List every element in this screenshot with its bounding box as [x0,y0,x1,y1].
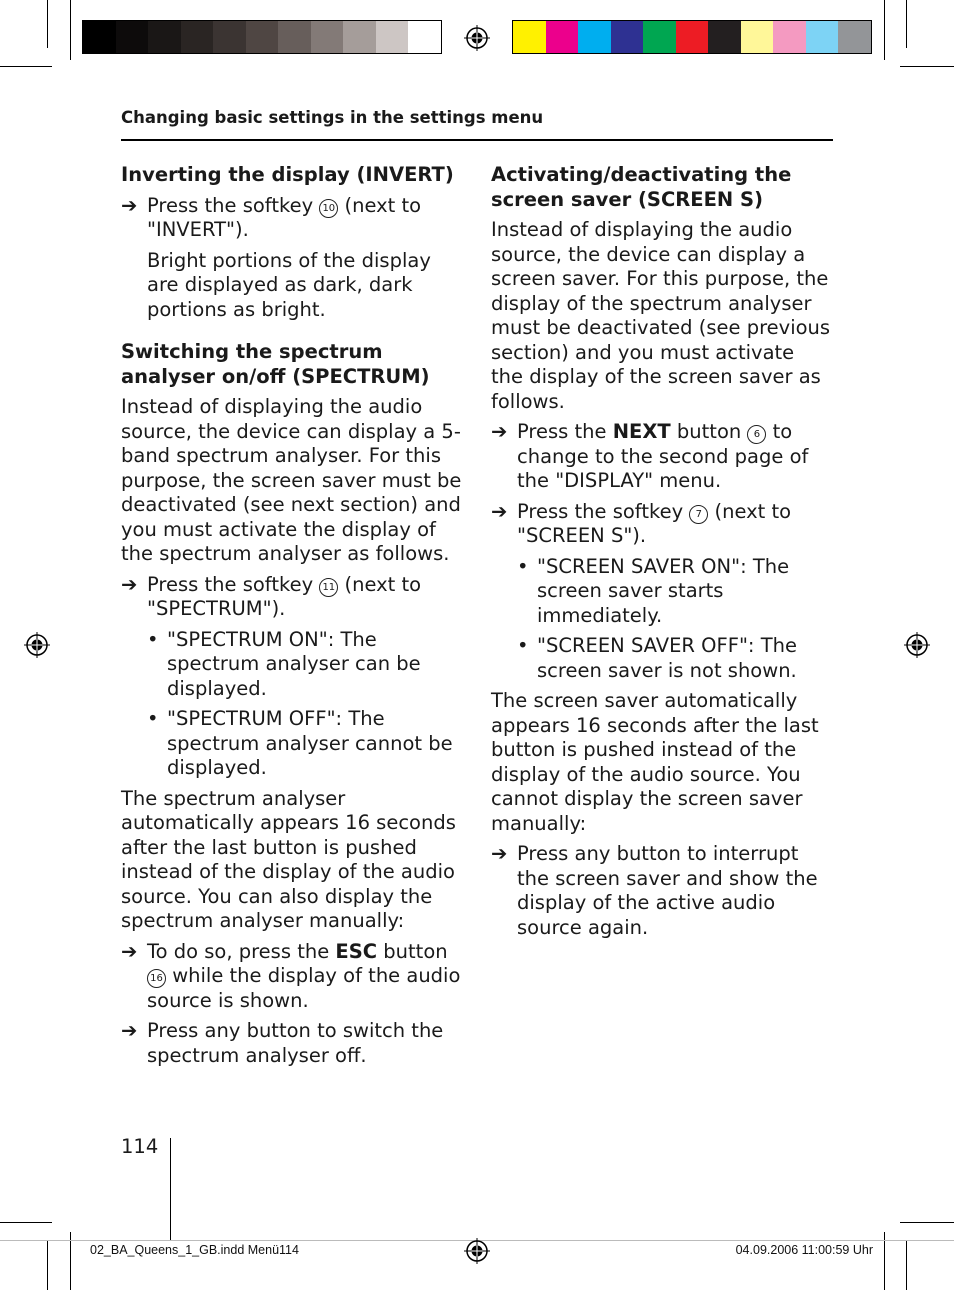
color-swatch [311,21,344,53]
color-swatch [643,21,676,53]
left-column [121,163,466,1068]
softkey-number-badge: 10 [319,199,338,218]
color-swatch [838,21,871,53]
bullet-item: • "SPECTRUM ON": The spectrum analyser can be displayed. [147,627,421,700]
running-header [121,108,833,141]
crop-mark [47,1240,48,1290]
button-number-badge: 6 [747,425,766,444]
step-esc: ➔ To do so, press the ESC button 16 while the display of the audio source is shown. [121,939,461,1012]
step-screen-softkey: ➔ Press the softkey 7 (next to "SCREEN S"). [491,499,792,547]
footer-datetime: 04.09.2006 11:00:59 Uhr [735,1243,873,1257]
color-swatch [773,21,806,53]
arrow-icon: ➔ [491,420,508,443]
color-swatch [611,21,644,53]
color-swatch [246,21,279,53]
crop-mark [900,1222,954,1223]
crop-mark [884,0,885,60]
color-swatch [806,21,839,53]
section-heading-spectrum: Switching the spectrum analyser on/off (SPECTRUM) [121,340,430,388]
color-swatch [676,21,709,53]
softkey-number-badge: 11 [319,578,338,597]
color-swatch [148,21,181,53]
bullet-item: • "SPECTRUM OFF": The spectrum analyser cannot be displayed. [147,707,453,779]
step-result: Bright portions of the display are displayed as dark, dark portions as bright. [147,248,431,321]
color-swatch [578,21,611,53]
bullet-icon: • [147,627,159,651]
color-swatch [546,21,579,53]
button-number-badge: 16 [147,969,166,988]
paragraph: The spectrum analyser automatically appears 16 seconds after the last button is pushed instead of the display of the audio source. You can also display the spectrum analyser manually: [121,786,456,932]
crop-mark [906,0,907,48]
section-heading-invert: Inverting the display (INVERT) [121,163,454,186]
color-swatch [116,21,149,53]
color-swatch [83,21,116,53]
color-swatch [278,21,311,53]
softkey-number-badge: 7 [689,505,708,524]
arrow-icon: ➔ [121,193,138,217]
color-swatch [376,21,409,53]
crop-mark [900,66,954,67]
color-swatch [708,21,741,53]
crop-mark [0,66,52,67]
bullet-item: • "SCREEN SAVER ON": The screen saver starts immediately. [517,554,790,627]
crop-mark [0,1222,52,1223]
page-margin-line [170,1138,171,1240]
color-swatch [408,21,441,53]
registration-mark-icon [24,632,50,658]
crop-mark [906,1240,907,1290]
page-number: 114 [121,1135,159,1158]
arrow-icon: ➔ [121,939,138,963]
paragraph: The screen saver automatically appears 16 seconds after the last button is pushed instead of the display of the audio source. You cannot display the screen saver manually: [491,689,819,835]
step-invert: ➔ Press the softkey 10 (next to "INVERT"). [121,193,422,241]
process-color-bar [512,20,872,54]
step-next: ➔ Press the NEXT button 6 to change to the second page of the "DISPLAY" menu. [491,420,809,492]
right-column [491,163,831,940]
bullet-icon: • [517,554,529,578]
color-swatch [741,21,774,53]
color-swatch [181,21,214,53]
step-interrupt: ➔ Press any button to interrupt the screen saver and show the display of the active audio source again. [491,842,818,939]
header-title: Changing basic settings in the settings menu [121,108,544,127]
arrow-icon: ➔ [491,842,508,865]
registration-mark-icon [904,632,930,658]
arrow-icon: ➔ [121,1019,138,1042]
step-spectrum-softkey: ➔ Press the softkey 11 (next to "SPECTRUM"). [121,572,422,620]
color-swatch [213,21,246,53]
section-heading-screen-saver: Activating/deactivating the screen saver (SCREEN S) [491,163,792,211]
color-swatch [343,21,376,53]
paragraph: Instead of displaying the audio source, the device can display a 5-band spectrum analyser. For this purpose, the screen saver must be deactivated (see next section) and you must activate the display of the spectrum analyser as follows. [121,395,462,565]
grayscale-color-bar [82,20,442,54]
registration-mark-icon [464,25,490,51]
arrow-icon: ➔ [491,499,508,523]
footer-filename: 02_BA_Queens_1_GB.indd Menü114 [90,1243,299,1257]
step-switch-off: ➔ Press any button to switch the spectrum analyser off. [121,1019,444,1067]
registration-mark-icon [464,1238,490,1264]
color-swatch [513,21,546,53]
crop-mark [70,0,71,60]
arrow-icon: ➔ [121,572,138,596]
bullet-item: • "SCREEN SAVER OFF": The screen saver is not shown. [517,634,797,682]
bullet-icon: • [147,707,159,730]
paragraph: Instead of displaying the audio source, the device can display a screen saver. For this purpose, the display of the spectrum analyser must be deactivated (see previous section) and you must activate the display of the screen saver as follows. [491,218,831,413]
bullet-icon: • [517,634,529,657]
crop-mark [47,0,48,48]
